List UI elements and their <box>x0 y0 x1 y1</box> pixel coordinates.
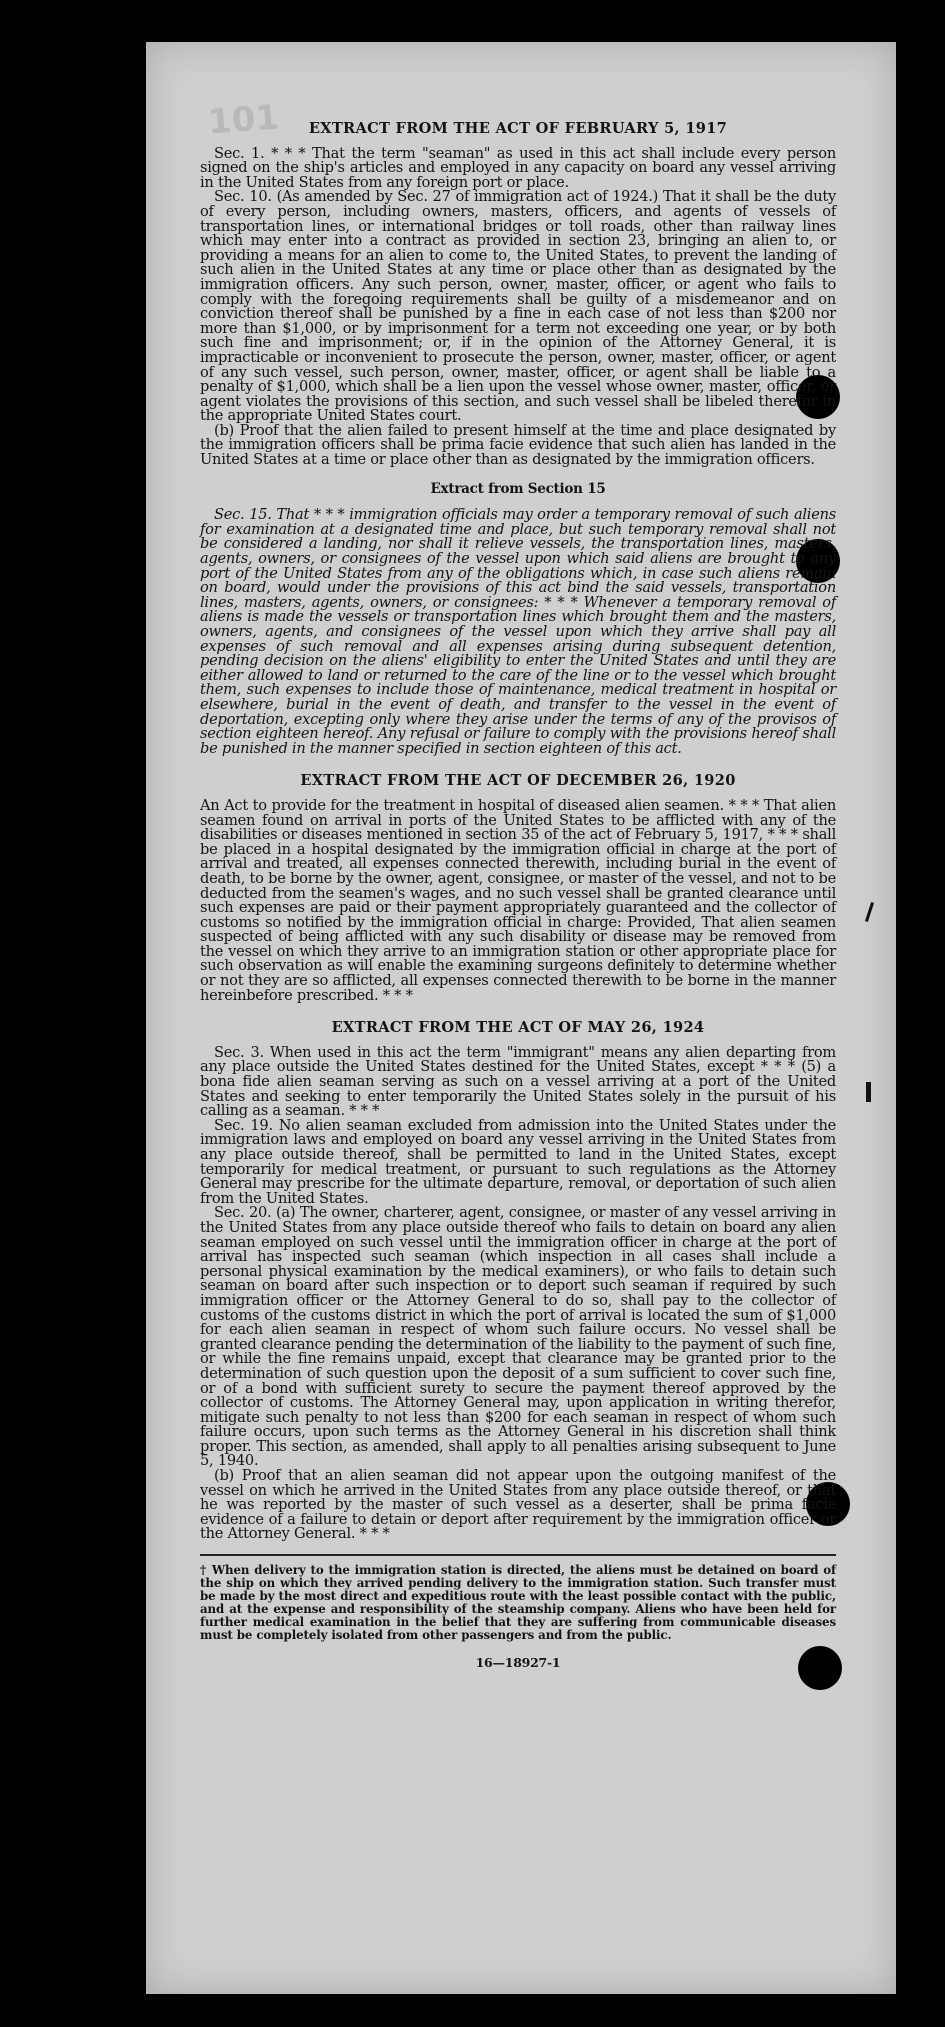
document-body <box>200 122 836 1671</box>
paragraph: Sec. 19. No alien seaman excluded from admission into the United States under the immigration laws and employed on board any vessel arriving in the United States from any place outside thereof, shall be permitted to land in the United States, except temporarily for medical treatment, or pursuant to such regulations as the Attorney General may prescribe for the ultimate departure, removal, or deportation of such alien from the United States. <box>200 1116 836 1207</box>
document-page <box>146 42 896 1994</box>
paragraph: (b) Proof that an alien seaman did not appear upon the outgoing manifest of the vessel on which he arrived in the United States from any place outside thereof, or that he was reported by the master of such vessel as a deserter, shall be prima facie evidence of a failure to detain or deport after requirement by the immigration officer or the Attorney General. * * * <box>200 1467 836 1543</box>
section-heading: EXTRACT FROM THE ACT OF FEBRUARY 5, 1917 <box>308 120 728 137</box>
section-heading: EXTRACT FROM THE ACT OF MAY 26, 1924 <box>331 1019 705 1037</box>
page-mark: 101 <box>206 97 281 143</box>
ink-mark <box>865 902 874 922</box>
section-heading: EXTRACT FROM THE ACT OF DECEMBER 26, 1920 <box>300 772 736 790</box>
footnote: † When delivery to the immigration station is directed, the aliens must be detained on board of the ship on which they arrived pending delivery to the immigration station. Such transfer must be made by the most direct and expeditious route with the least possible contact with the public, and at the expense and responsibility of the steamship company. Aliens who have been held for further medical examination in the belief that they are suffering from communicable diseases must be completely isolated from other passengers and from the public. <box>200 1563 836 1643</box>
paragraph: Sec. 20. (a) The owner, charterer, agent, consignee, or master of any vessel arriving in the United States from any place outside thereof who fails to detain on board any alien seaman employed on such vessel until the immigration officer in charge at the port of arrival has inspected such seaman (which inspection in all cases shall include a personal physical examination by the medical examiners), or who fails to detain such seaman on board after such inspection or to deport such seaman if required by such immigration officer or the Attorney General to do so, shall pay to the collector of customs of the customs district in which the port of arrival is located the sum of $1,000 for each alien seaman in respect of whom such failure occurs. No vessel shall be granted clearance pending the determination of the liability to the payment of such fine, or while the fine remains unpaid, except that clearance may be granted prior to the determination of such question upon the deposit of a sum sufficient to cover such fine, or of a bond with sufficient surety to secure the payment thereof approved by the collector of customs. The Attorney General may, upon application in writing therefor, mitigate such penalty to not less than $200 for each seaman in respect of whom such failure occurs, upon such terms as the Attorney General in his discretion shall think proper. This section, as amended, shall apply to all penalties arising subsequent to June 5, 1940. <box>200 1204 836 1470</box>
section-subheading: Extract from Section 15 <box>430 480 606 497</box>
paragraph: Sec. 1. * * * That the term "seaman" as used in this act shall include every person signed on the ship's articles and employed in any capacity on board any vessel arriving in the United States from any foreign port or place. <box>200 144 836 191</box>
paragraph: An Act to provide for the treatment in hospital of diseased alien seamen. * * * That alien seamen found on arrival in ports of the United States to be afflicted with any of the disabilities or diseases mentioned in section 35 of the act of February 5, 1917, * * * shall be placed in a hospital designated by the immigration official in charge at the port of arrival and treated, all expenses connected therewith, including burial in the event of death, to be borne by the owner, agent, consignee, or master of the vessel, and not to be deducted from the seamen's wages, and no such vessel shall be granted clearance until such expenses are paid or their payment appropriately guaranteed and the collector of customs so notified by the immigration official in charge: Provided, That alien seamen suspected of being afflicted with any such disability or disease may be removed from the vessel on which they arrive to an immigration station or other appropriate place for such observation as will enable the examining surgeons definitely to determine whether or not they are so afflicted, all expenses connected therewith to be borne in the manner hereinbefore prescribed. * * * <box>200 796 836 1004</box>
paragraph: (b) Proof that the alien failed to present himself at the time and place designated by the immigration officers shall be prima facie evidence that such alien has landed in the United States at a time or place other than as designated by the immigration officers. <box>200 421 836 469</box>
paragraph: Sec. 3. When used in this act the term "immigrant" means any alien departing from any place outside the United States destined for the United States, except * * * (5) a bona fide alien seaman serving as such on a vessel arriving at a port of the United States and seeking to enter temporarily the United States solely in the pursuit of his calling as a seaman. * * * <box>200 1043 836 1120</box>
form-code: 16—18927-1 <box>475 1655 561 1671</box>
paragraph: Sec. 15. That * * * immigration officials may order a temporary removal of such aliens for examination at a designated time and place, but such temporary removal shall not be considered a landing, nor shall it relieve vessels, the transportation lines, masters, agents, owners, or consignees of the vessel upon which said aliens are brought to any port of the United States from any of the obligations which, in case such aliens remain on board, would under the provisions of this act bind the said vessels, transportation lines, masters, agents, owners, or consignees: * * * Whenever a temporary removal of aliens is made the vessels or transportation lines which brought them and the masters, owners, agents, and consignees of the vessel upon which they arrive shall pay all expenses of such removal and all expenses arising during subsequent detention, pending decision on the aliens' eligibility to enter the United States and until they are either allowed to land or returned to the care of the line or to the vessel which brought them, such expenses to include those of maintenance, medical treatment in hospital or elsewhere, burial in the event of death, and transfer to the vessel in the event of deportation, excepting only where they arise under the terms of any of the provisos of section eighteen hereof. Any refusal or failure to comply with the provisions hereof shall be punished in the manner specified in section eighteen of this act. <box>200 506 836 757</box>
divider <box>200 1554 836 1556</box>
ink-mark <box>866 1082 871 1102</box>
paragraph: Sec. 10. (As amended by Sec. 27 of immigration act of 1924.) That it shall be the duty of every person, including owners, masters, officers, and agents of vessels of transportation lines, or international bridges or toll roads, other than railway lines which may enter into a contract as provided in section 23, bringing an alien to, or providing a means for an alien to come to, the United States, to prevent the landing of such alien in the United States at any time or place other than as designated by the immigration officers. Any such person, owner, master, officer, or agent who fails to comply with the foregoing requirements shall be guilty of a misdemeanor and on conviction thereof shall be punished by a fine in each case of not less than $200 nor more than $1,000, or by imprisonment for a term not exceeding one year, or by both such fine and imprisonment; or, if in the opinion of the Attorney General, it is impracticable or inconvenient to prosecute the person, owner, master, officer, or agent of any such vessel, such person, owner, master, officer, or agent shall be liable to a penalty of $1,000, which shall be a lien upon the vessel whose owner, master, officer, or agent violates the provisions of this section, and such vessel shall be libeled therefor in the appropriate United States court. <box>200 188 836 425</box>
